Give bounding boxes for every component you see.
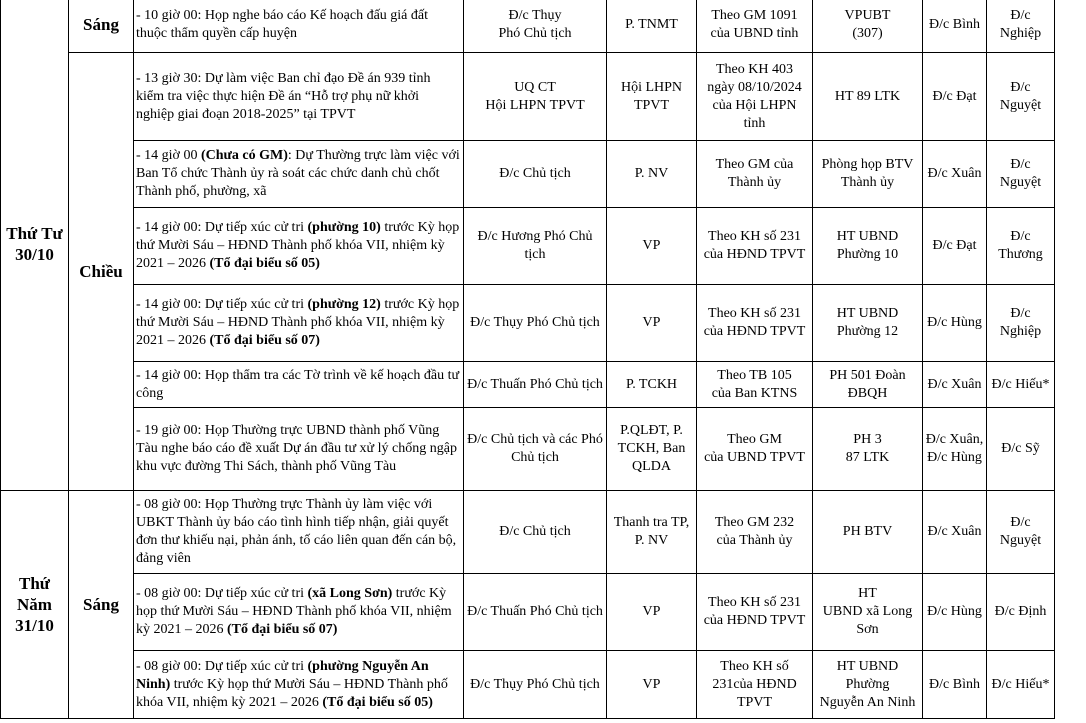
place-text: PH 3: [853, 432, 882, 447]
place-cell: [813, 208, 923, 285]
session-cell: [69, 0, 134, 53]
chair-cell: [464, 285, 607, 362]
place-cell: [813, 141, 923, 208]
content-text: trước Kỳ họp thứ Mười Sáu – HĐND Thành phố khóa VII, nhiệm kỳ 2021 – 2026: [136, 586, 452, 637]
content-cell: [134, 574, 464, 651]
day-label: Thứ Tư: [6, 224, 63, 243]
basis-text: ngày 08/10/2024: [707, 79, 802, 95]
staff-text: Đ/c Đạt: [932, 238, 977, 253]
chair-text: Phó Chủ tịch: [498, 26, 572, 41]
prep-text: Hội LHPN: [620, 79, 683, 95]
chair-text: Chủ tịch: [511, 450, 559, 465]
staff-text: Đ/c Xuân: [927, 524, 982, 539]
content-text: - 13 giờ 30: Dự làm việc Ban chỉ đạo Đề án 939 tỉnh kiểm tra việc thực hiện Đề án “Hỗ trợ phụ nữ khởi nghiệp giai đoạn 2018-2025” tại TPVT: [136, 70, 431, 122]
basis-cell: [697, 208, 813, 285]
driver-text: Đ/c Hiếu*: [991, 676, 1050, 692]
basis-text: của HĐND TPVT: [703, 613, 806, 628]
content-cell: [134, 53, 464, 141]
basis-text: của UBND tỉnh: [710, 26, 799, 41]
basis-text: của Ban KTNS: [711, 385, 798, 401]
content-text: - 08 giờ 00: Họp Thường trực Thành ủy làm việc với UBKT Thành ủy báo cáo tình hình tiếp nhận, giải quyết đơn thư khiếu nại, phản ánh, tố cáo liên quan đến cán bộ, đảng viên: [136, 497, 457, 566]
staff-text: Đ/c Bình: [929, 676, 980, 692]
chair-text: Đ/c Chủ tịch và các Phó: [467, 432, 603, 447]
driver-cell: [987, 208, 1055, 285]
staff-text: Đ/c Xuân: [927, 376, 982, 392]
basis-text: của HĐND TPVT: [703, 324, 806, 339]
place-text: HT UBND: [836, 658, 899, 674]
prep-text: P. NV: [634, 166, 669, 181]
chair-text: Đ/c Thụy Phó Chủ tịch: [470, 315, 600, 330]
staff-cell: [923, 651, 987, 719]
prep-cell: [607, 0, 697, 53]
staff-cell: [923, 285, 987, 362]
prep-cell: [607, 491, 697, 574]
place-text: Phòng họp BTV: [821, 157, 914, 172]
content-cell: [134, 408, 464, 491]
place-text: Phường: [845, 676, 890, 692]
staff-cell: [923, 208, 987, 285]
chair-cell: [464, 208, 607, 285]
place-cell: [813, 285, 923, 362]
prep-cell: [607, 208, 697, 285]
table-row: [1, 574, 1055, 651]
prep-cell: [607, 285, 697, 362]
staff-text: Đ/c Xuân,: [925, 432, 984, 447]
content-text: - 14 giờ 00: Họp thẩm tra các Tờ trình về kế hoạch đầu tư công: [136, 367, 460, 401]
content-cell: [134, 141, 464, 208]
chair-text: Hội LHPN TPVT: [485, 97, 585, 113]
basis-text: của Hội LHPN: [712, 97, 797, 113]
place-text: Nguyễn An Ninh: [819, 694, 916, 710]
driver-text: Đ/c Nghiệp: [999, 306, 1042, 339]
driver-text: Đ/c Định: [994, 604, 1047, 619]
basis-text: Theo GM 232: [714, 515, 795, 530]
place-text: PH 501 Đoàn: [829, 367, 906, 383]
staff-text: Đ/c Hùng: [927, 450, 982, 465]
chair-text: Đ/c Thụy Phó Chủ tịch: [470, 676, 600, 692]
place-text: HT 89 LTK: [834, 88, 901, 104]
content-text: trước Kỳ họp thứ Mười Sáu – HĐND Thành phố khóa VII, nhiệm kỳ 2021 – 2026: [136, 297, 460, 348]
basis-cell: [697, 362, 813, 408]
prep-cell: [607, 574, 697, 651]
driver-cell: [987, 53, 1055, 141]
day-label: Năm: [17, 595, 52, 614]
staff-text: Đ/c Hùng: [927, 315, 982, 330]
session-label: Chiều: [79, 261, 123, 281]
driver-text: Đ/c Hiếu*: [991, 376, 1050, 392]
driver-cell: [987, 285, 1055, 362]
chair-cell: [464, 362, 607, 408]
place-text: Phường 10: [836, 247, 899, 262]
place-text: Sơn: [856, 622, 879, 637]
table-row: [1, 208, 1055, 285]
day-cell: [1, 491, 69, 719]
chair-text: UQ CT: [514, 79, 556, 95]
content-text: - 19 giờ 00: Họp Thường trực UBND thành phố Vũng Tàu nghe báo cáo đề xuất Dự án đầu tư xử lý chống ngập khu vực đường Thi Sách, thành phố Vũng Tàu: [136, 423, 457, 474]
basis-text: 231của HĐND: [712, 676, 797, 692]
prep-text: Thanh tra TP,: [613, 515, 690, 530]
content-bold: (Tổ đại biểu số 05): [322, 694, 433, 710]
content-cell: [134, 0, 464, 53]
content-cell: [134, 208, 464, 285]
content-text: - 08 giờ 00: Dự tiếp xúc cử tri: [136, 658, 308, 674]
content-bold: (Tổ đại biểu số 07): [227, 622, 338, 637]
place-text: HT UBND: [836, 306, 899, 321]
basis-text: tỉnh: [743, 115, 766, 131]
staff-cell: [923, 362, 987, 408]
content-text: - 14 giờ 00: Dự tiếp xúc cử tri: [136, 220, 308, 235]
basis-text: Theo GM của: [715, 157, 794, 172]
content-bold: (Tổ đại biểu số 05): [209, 256, 320, 271]
table-row: [1, 491, 1055, 574]
basis-text: Theo KH số 231: [708, 595, 801, 610]
place-text: (307): [852, 26, 883, 41]
place-text: ĐBQH: [847, 385, 888, 401]
day-cell: [1, 0, 69, 491]
place-text: HT: [858, 586, 877, 601]
chair-cell: [464, 0, 607, 53]
table-row: [1, 651, 1055, 719]
table-row: [1, 362, 1055, 408]
driver-text: Đ/c Nguyệt: [999, 157, 1042, 190]
table-row: [1, 0, 1055, 53]
basis-text: Theo GM 1091: [711, 8, 798, 23]
prep-text: QLDA: [632, 459, 671, 474]
staff-text: Đ/c Hùng: [927, 604, 982, 619]
content-text: : Dự Thường trực làm việc với Ban Tổ chức Thành ủy rà soát các chức danh chủ chốt Thành phố, phường, xã: [136, 148, 460, 199]
content-text: - 14 giờ 00: Dự tiếp xúc cử tri: [136, 297, 308, 312]
session-cell: [69, 53, 134, 491]
place-cell: [813, 0, 923, 53]
basis-cell: [697, 408, 813, 491]
content-text: - 08 giờ 00: Dự tiếp xúc cử tri: [136, 586, 308, 601]
place-cell: [813, 408, 923, 491]
basis-text: của HĐND TPVT: [703, 247, 806, 262]
prep-text: VP: [642, 676, 661, 692]
basis-cell: [697, 651, 813, 719]
place-text: VPUBT: [844, 8, 891, 23]
content-bold: (Tổ đại biểu số 07): [209, 333, 320, 348]
basis-text: của UBND TPVT: [704, 450, 805, 465]
place-cell: [813, 53, 923, 141]
driver-cell: [987, 574, 1055, 651]
prep-cell: [607, 53, 697, 141]
driver-cell: [987, 362, 1055, 408]
chair-cell: [464, 491, 607, 574]
chair-cell: [464, 53, 607, 141]
day-date: 31/10: [15, 616, 54, 635]
content-bold: (phường 12): [307, 297, 381, 312]
driver-text: Đ/c Nguyệt: [999, 79, 1042, 113]
chair-text: Đ/c Thụy: [508, 8, 562, 23]
prep-text: TPVT: [634, 97, 669, 113]
place-text: 87 LTK: [845, 450, 890, 465]
chair-text: Đ/c Chủ tịch: [499, 524, 571, 539]
chair-cell: [464, 408, 607, 491]
content-cell: [134, 362, 464, 408]
driver-text: Đ/c Thương: [998, 229, 1043, 262]
basis-text: Theo TB 105: [717, 367, 792, 383]
place-text: Thành ủy: [840, 175, 895, 190]
basis-text: Thành ủy: [727, 175, 782, 190]
table-row: [1, 285, 1055, 362]
content-bold: (phường Nguyễn An Ninh): [136, 658, 429, 692]
chair-cell: [464, 651, 607, 719]
chair-text: Đ/c Chủ tịch: [499, 166, 571, 181]
prep-text: VP: [642, 238, 661, 253]
staff-cell: [923, 0, 987, 53]
prep-text: P. NV: [634, 533, 669, 548]
prep-text: VP: [642, 315, 661, 330]
content-cell: [134, 285, 464, 362]
driver-cell: [987, 408, 1055, 491]
staff-cell: [923, 491, 987, 574]
driver-cell: [987, 0, 1055, 53]
place-cell: [813, 491, 923, 574]
driver-text: Đ/c Sỹ: [1001, 441, 1040, 456]
prep-text: P. TCKH: [625, 376, 678, 392]
content-text: trước Kỳ họp thứ Mười Sáu – HĐND Thành phố khóa VII, nhiệm kỳ 2021 – 2026: [136, 220, 460, 271]
content-text: trước Kỳ họp thứ Mười Sáu – HĐND Thành phố khóa VII, nhiệm kỳ 2021 – 2026: [136, 676, 448, 710]
staff-text: Đ/c Đạt: [932, 88, 977, 104]
prep-text: VP: [642, 604, 661, 619]
staff-text: Đ/c Xuân: [927, 166, 982, 181]
basis-cell: [697, 574, 813, 651]
content-bold: (Chưa có GM): [200, 148, 288, 163]
basis-text: Theo KH số 231: [708, 306, 801, 321]
chair-text: Đ/c Thuấn Phó Chủ tịch: [467, 604, 603, 619]
basis-cell: [697, 53, 813, 141]
driver-text: Đ/c Nguyệt: [999, 515, 1042, 548]
chair-cell: [464, 141, 607, 208]
day-label: Thứ: [19, 574, 50, 593]
content-cell: [134, 651, 464, 719]
staff-cell: [923, 53, 987, 141]
basis-cell: [697, 491, 813, 574]
staff-cell: [923, 141, 987, 208]
basis-text: Theo GM: [727, 432, 782, 447]
place-text: HT UBND: [836, 229, 899, 244]
chair-cell: [464, 574, 607, 651]
basis-text: của Thành ủy: [716, 533, 793, 548]
place-cell: [813, 362, 923, 408]
session-label: Sáng: [83, 15, 119, 34]
prep-text: TCKH, Ban: [617, 441, 686, 456]
table-row: [1, 53, 1055, 141]
driver-text: Đ/c Nghiệp: [999, 8, 1042, 41]
chair-text: Đ/c Thuấn Phó Chủ tịch: [467, 376, 603, 392]
prep-cell: [607, 141, 697, 208]
table-row: [1, 141, 1055, 208]
place-cell: [813, 651, 923, 719]
prep-text: P.QLĐT, P.: [620, 423, 683, 438]
prep-cell: [607, 408, 697, 491]
prep-text: P. TNMT: [625, 17, 678, 32]
basis-cell: [697, 0, 813, 53]
place-text: Phường 12: [836, 324, 899, 339]
prep-cell: [607, 651, 697, 719]
basis-text: Theo KH số: [720, 658, 789, 674]
driver-cell: [987, 141, 1055, 208]
staff-cell: [923, 574, 987, 651]
driver-cell: [987, 651, 1055, 719]
basis-cell: [697, 141, 813, 208]
session-label: Sáng: [83, 594, 119, 614]
session-cell: [69, 491, 134, 719]
content-bold: (xã Long Sơn): [307, 586, 393, 601]
staff-cell: [923, 408, 987, 491]
basis-text: TPVT: [737, 694, 772, 710]
prep-cell: [607, 362, 697, 408]
place-cell: [813, 574, 923, 651]
basis-text: Theo KH số 231: [708, 229, 801, 244]
staff-text: Đ/c Bình: [929, 17, 980, 32]
basis-text: Theo KH 403: [716, 61, 793, 77]
content-text: - 10 giờ 00: Họp nghe báo cáo Kế hoạch đấu giá đất thuộc thẩm quyền cấp huyện: [136, 8, 428, 41]
content-cell: [134, 491, 464, 574]
content-text: - 14 giờ 00: [136, 148, 201, 163]
place-text: PH BTV: [842, 524, 893, 539]
content-bold: (phường 10): [307, 220, 381, 235]
driver-cell: [987, 491, 1055, 574]
table-row: [1, 408, 1055, 491]
chair-text: Đ/c Hương Phó Chủ tịch: [477, 229, 593, 262]
place-text: UBND xã Long: [822, 604, 913, 619]
day-date: 30/10: [15, 245, 54, 264]
basis-cell: [697, 285, 813, 362]
